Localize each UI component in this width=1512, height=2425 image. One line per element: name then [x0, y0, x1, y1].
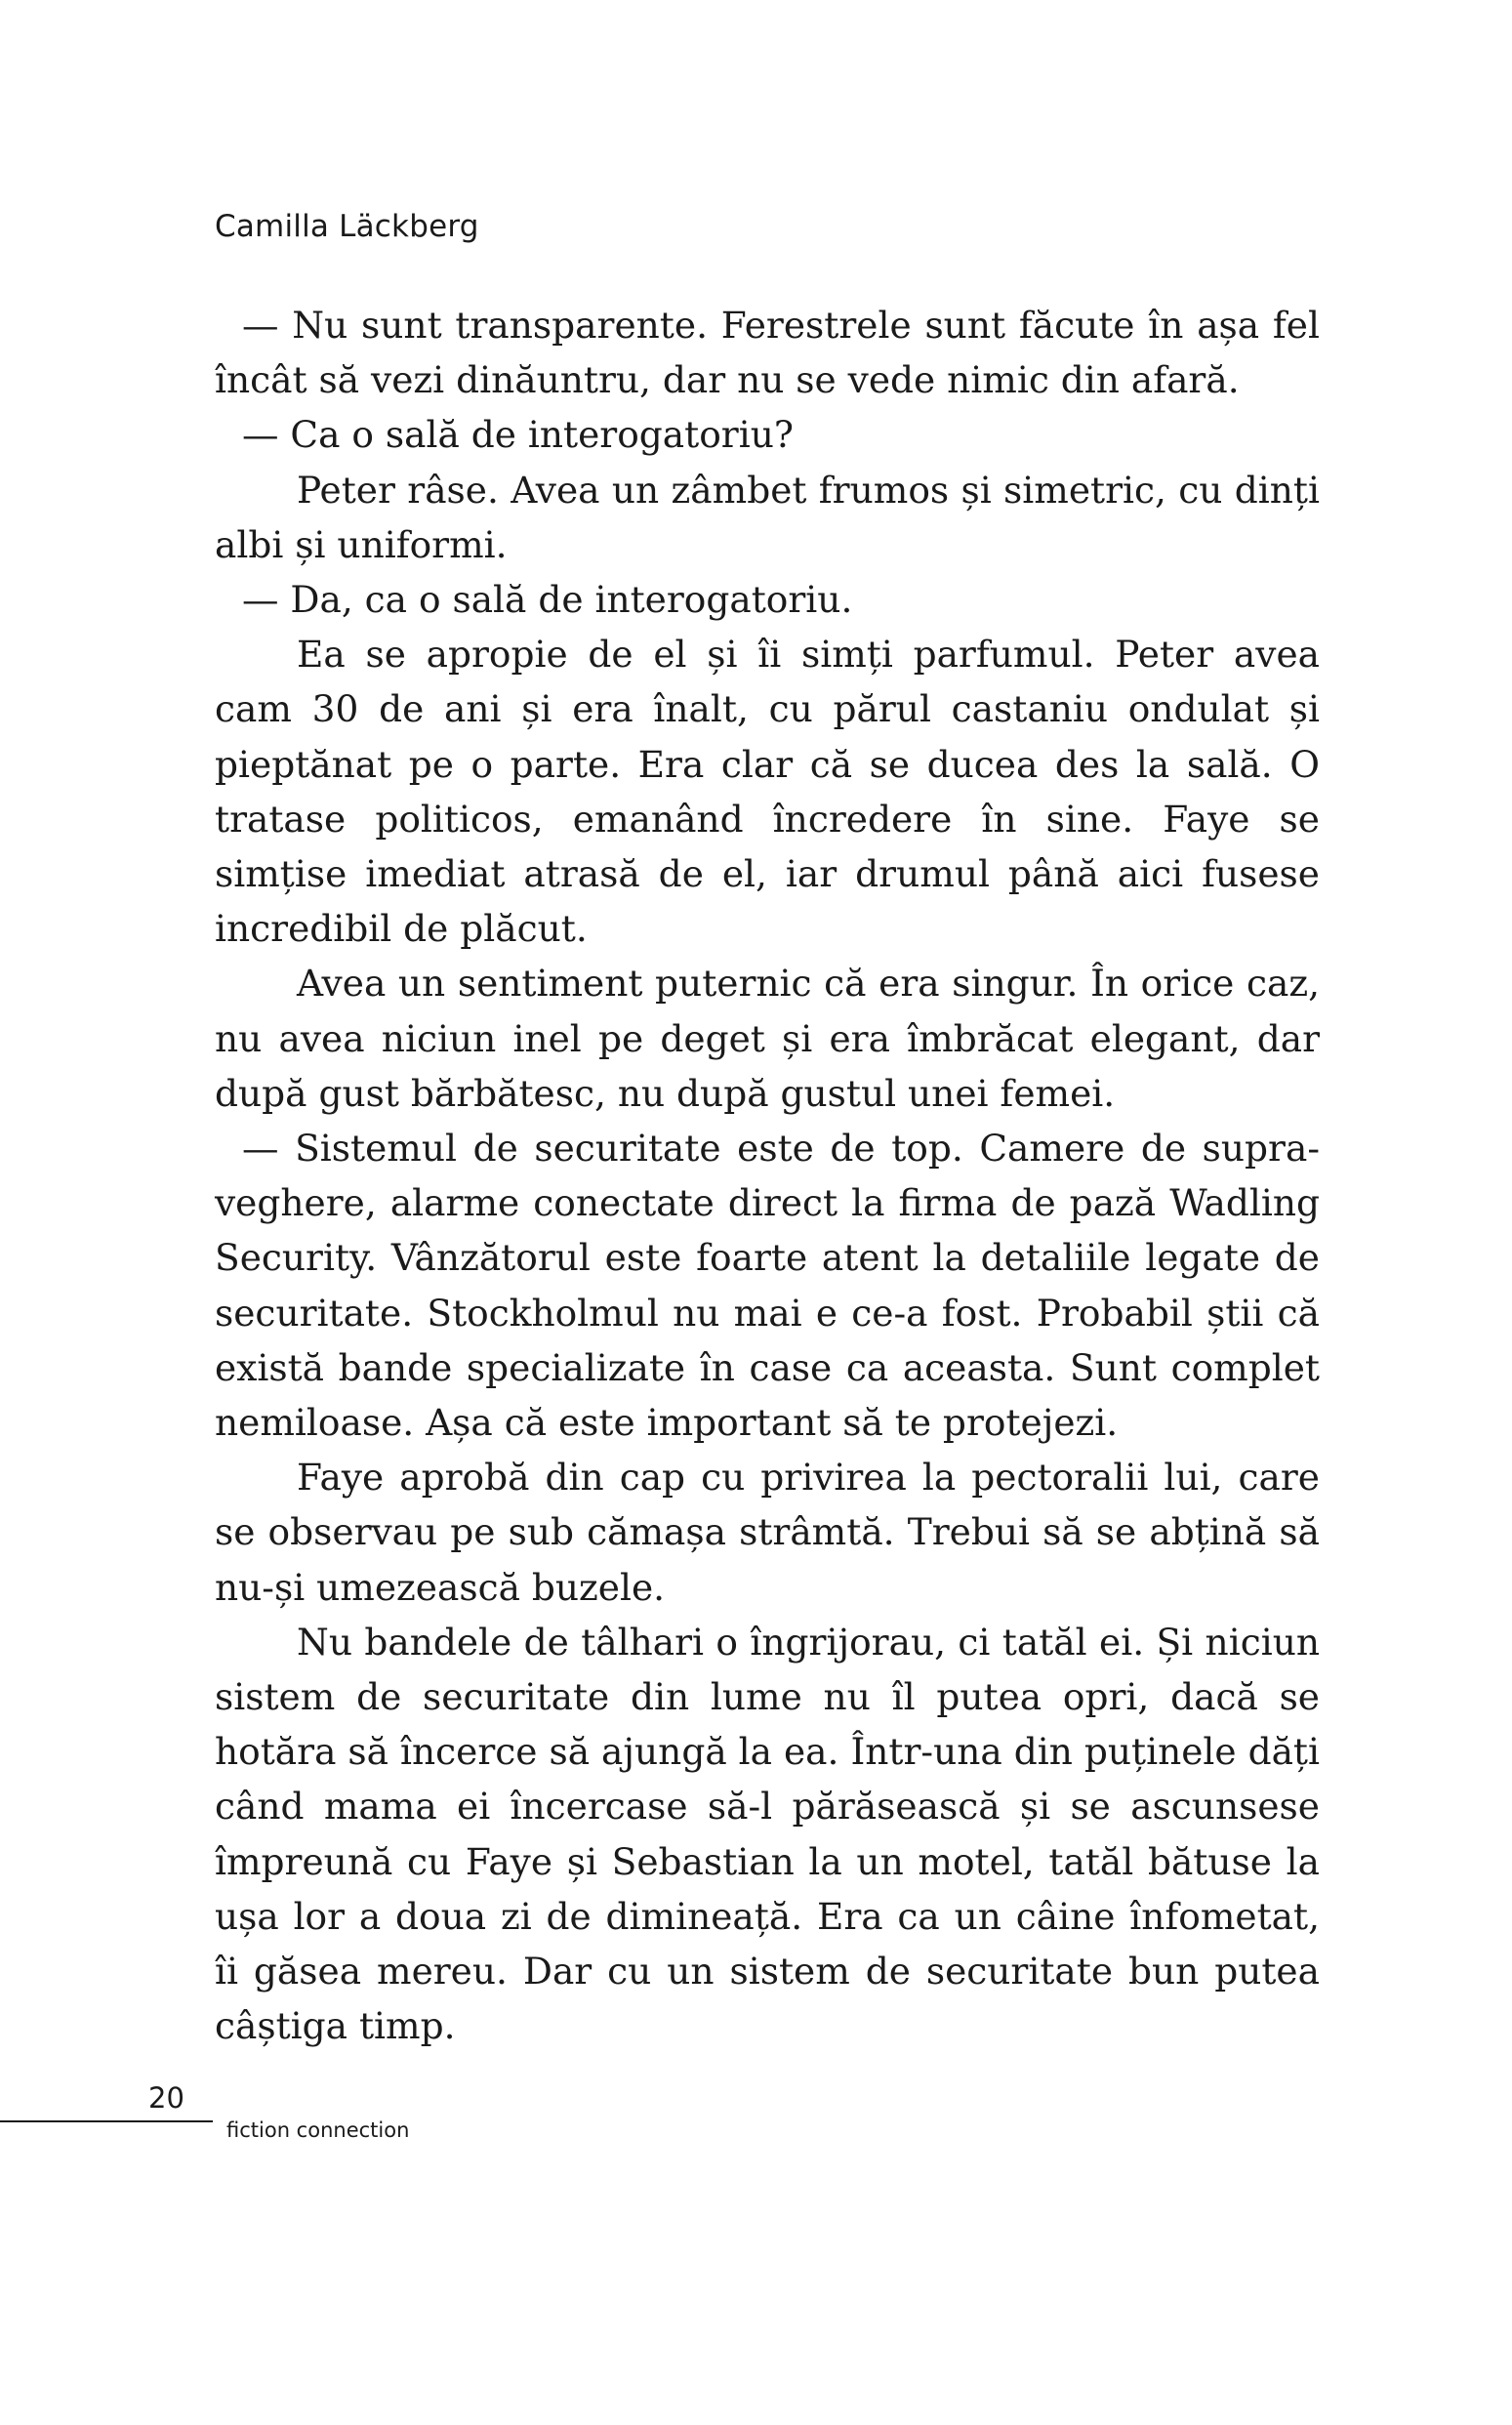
paragraph-6: Avea un sentiment puternic că era singur. În orice caz, nu avea niciun inel pe deget și era îmbrăcat elegant, dar după gust bărbătesc, nu după gustul unei femei. — [215, 962, 1320, 1115]
running-head-author: Camilla Läckberg — [215, 209, 479, 244]
paragraph-5: Ea se apropie de el și îi simți parfumul. Peter avea cam 30 de ani și era înalt, cu părul castaniu ondulat și pieptănat pe o parte. Era clar că se ducea des la sală. O tratase politicos, emanând încredere în sine. Faye se simțise imediat atrasă de el, iar drumul până aici fusese incredibil de plăcut. — [215, 633, 1320, 951]
paragraph-7: — Sistemul de securitate este de top. Camere de supraveghere, alarme conectate direct la firma de pază Wadling Security. Vânzătorul este foarte atent la detaliile legate de securitate. Stockholmul nu mai e ce-a fost. Probabil știi că există bande specializate în case ca aceasta. Sunt complet nemiloase. Așa că este important să te protejezi. — [215, 1127, 1320, 1445]
paragraph-9: Nu bandele de tâlhari o îngrijorau, ci tatăl ei. Și niciun sistem de securitate din lume nu îl putea opri, dacă se hotăra să încerce să ajungă la ea. Într-una din puținele dăți când mama ei încercase să-l părăsească și se ascunsese împreună cu Faye și Sebastian la un motel, tatăl bătuse la ușa lor a doua zi de dimineață. Era ca un câine înfometat, îi găsea mereu. Dar cu un sistem de securitate bun putea câștiga timp. — [215, 1620, 1320, 2048]
body-text — [215, 298, 1320, 2054]
paragraph-8: Faye aprobă din cap cu privirea la pectoralii lui, care se observau pe sub cămașa strâmtă. Trebui să se abțină să nu-și umezească buzele. — [215, 1456, 1320, 1609]
paragraph-2: — Ca o sală de interogatoriu? — [242, 413, 794, 457]
paragraph-3: Peter râse. Avea un zâmbet frumos și simetric, cu dinți albi și uniformi. — [215, 468, 1320, 566]
imprint-label: fiction connection — [226, 2118, 410, 2142]
paragraph-4: — Da, ca o sală de interogatoriu. — [242, 578, 853, 622]
page-number: 20 — [148, 2081, 184, 2115]
paragraph-1: — Nu sunt transparente. Ferestrele sunt făcute în așa fel încât să vezi dinăuntru, dar nu se vede nimic din afară. — [215, 304, 1320, 402]
footer-rule — [0, 2120, 213, 2122]
